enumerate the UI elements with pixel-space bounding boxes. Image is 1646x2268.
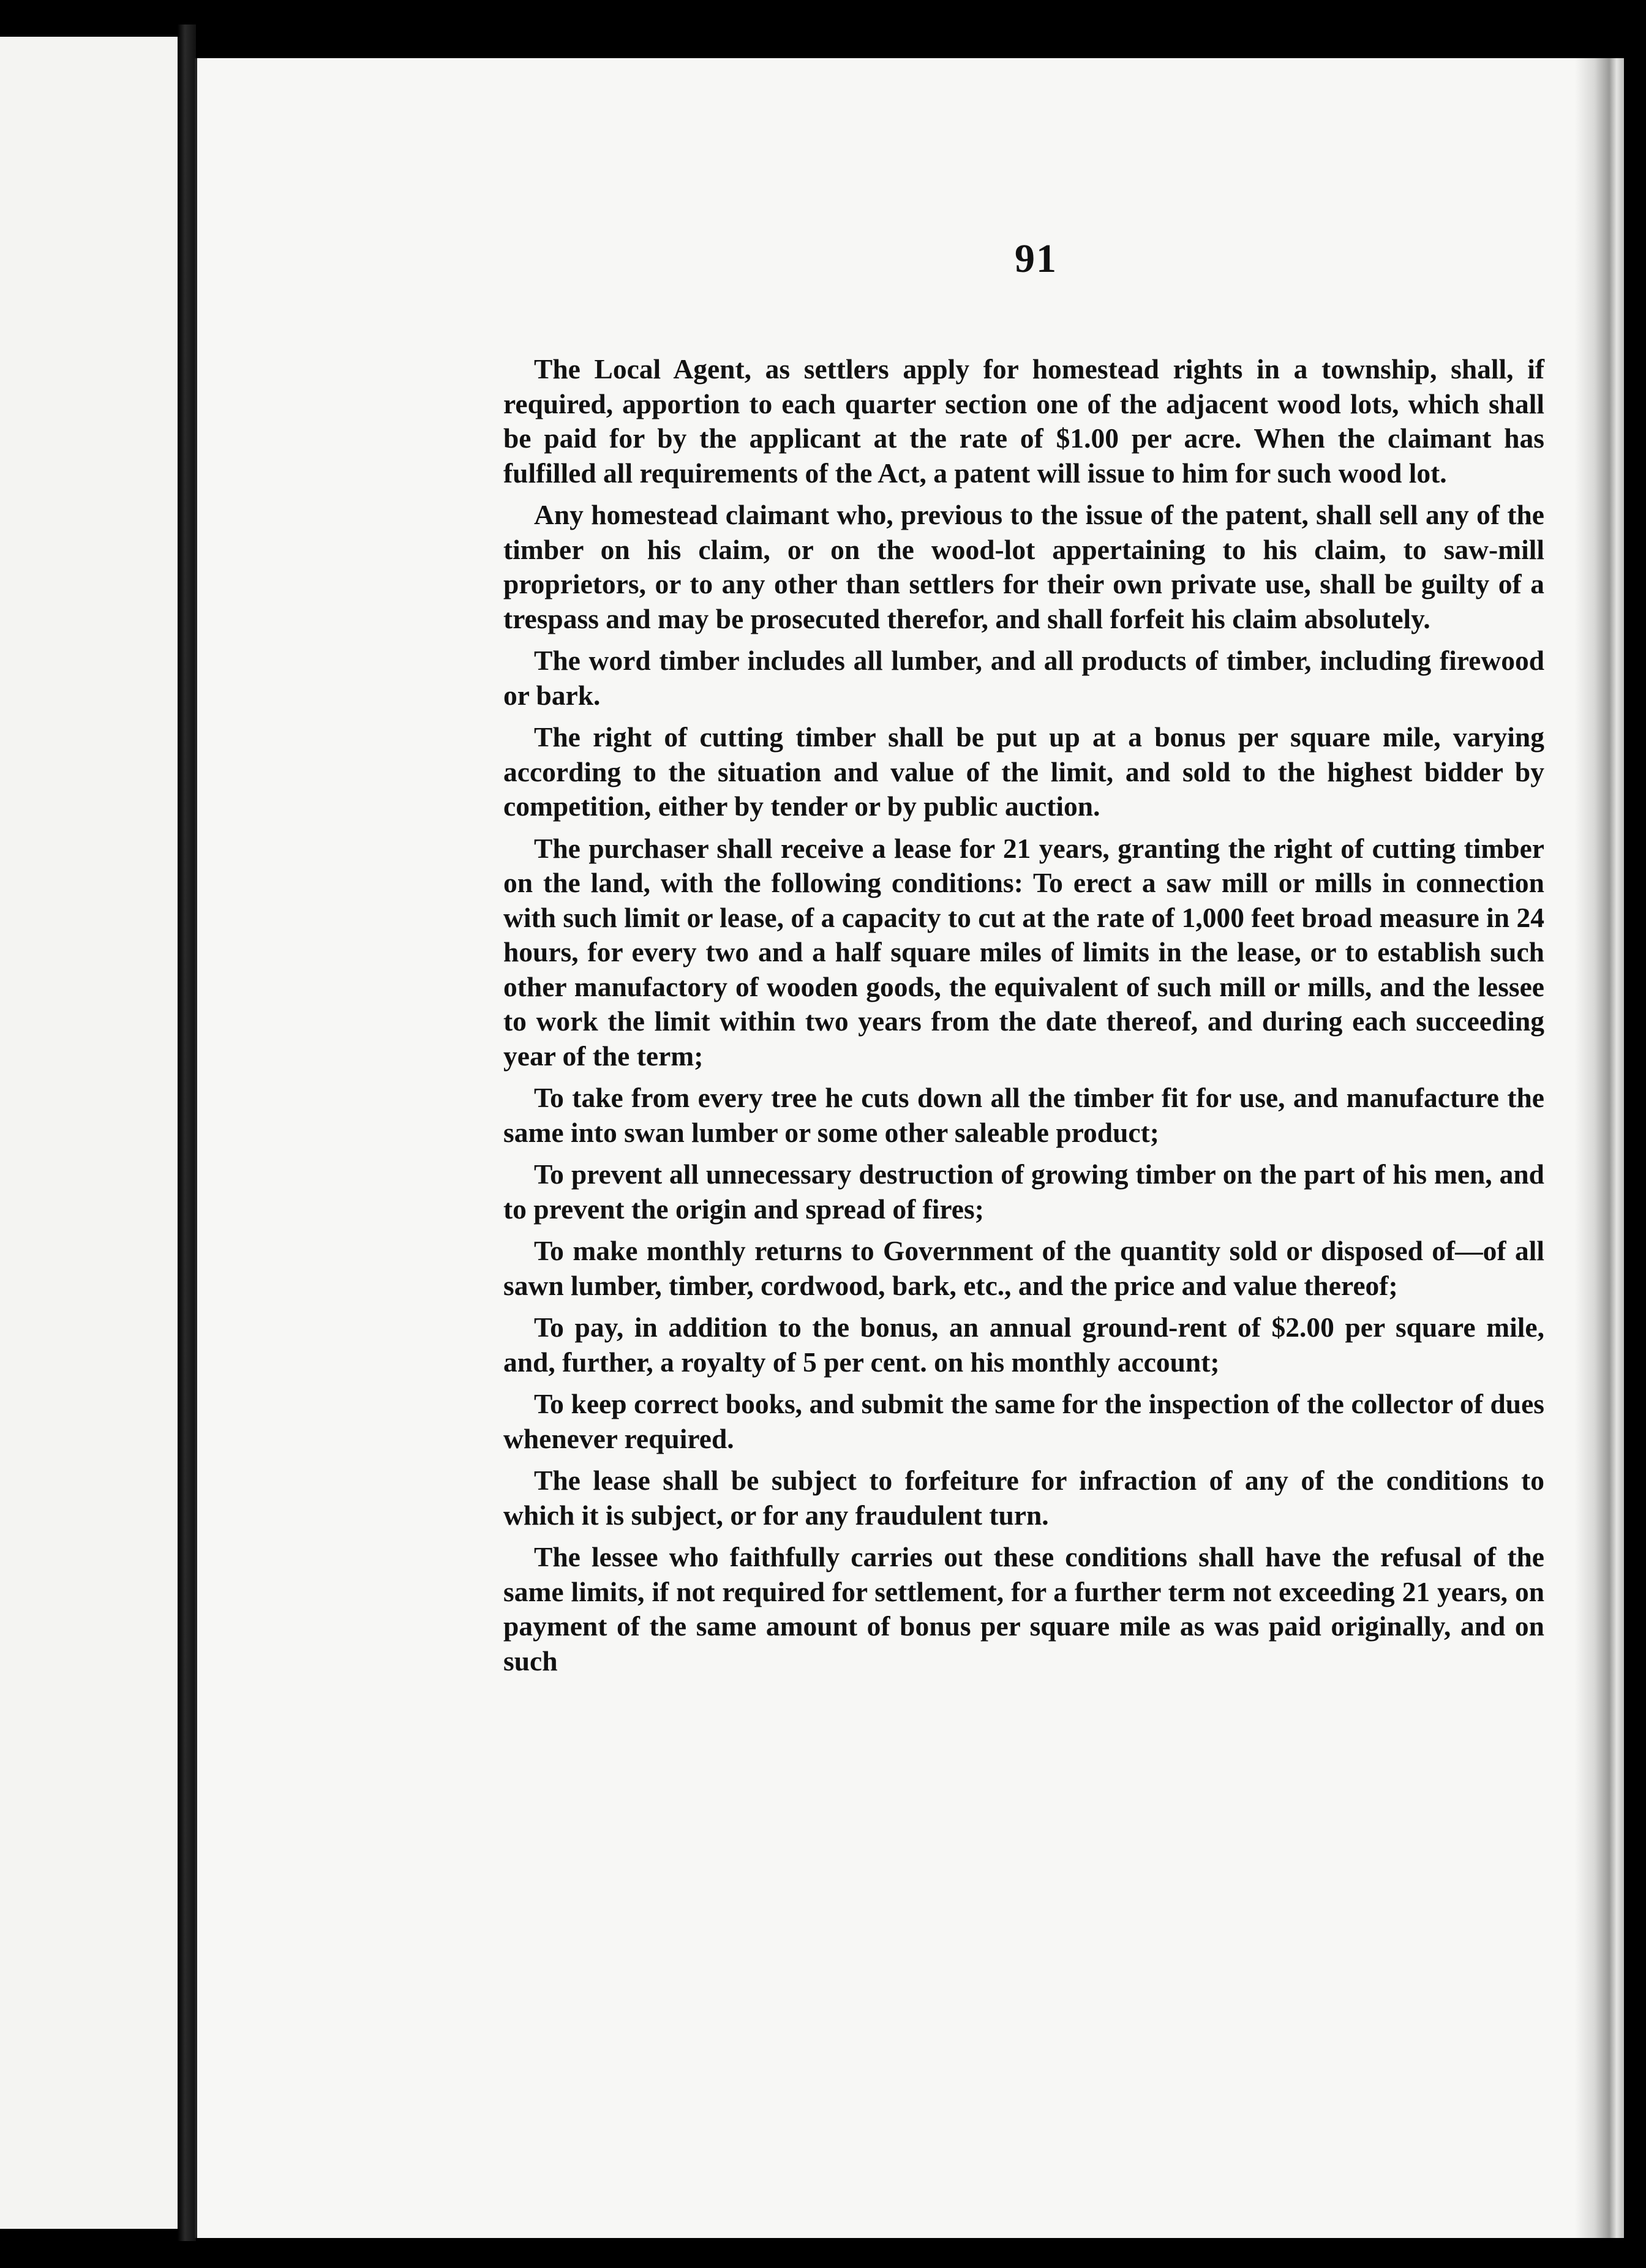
page-number: 91: [1015, 236, 1058, 281]
paragraph-condition-monthly-returns: To make monthly returns to Government of the quantity sold or disposed of—of all sawn lumber, timber, cordwood, bark, etc., and the price and value thereof;: [503, 1235, 1544, 1301]
page-body-text: [503, 352, 1544, 1686]
paragraph-condition-ground-rent: To pay, in addition to the bonus, an annual ground-rent of $2.00 per square mile, and, further, a royalty of 5 per cent. on his monthly account;: [503, 1312, 1544, 1378]
paragraph-lease-conditions: The purchaser shall receive a lease for 21 years, granting the right of cutting timber on the land, with the following conditions: To erect a saw mill or mills in connection with such limit or lease, of a capacity to cut at the rate of 1,000 feet broad measure in 24 hours, for every two and a half square miles of limits in the lease, or to establish such other manufactory of wooden goods, the equivalent of such mill or mills, and the lessee to work the limit within two years from the date thereof, and during each succeeding year of the term;: [503, 832, 1544, 1072]
paragraph-timber-definition: The word timber includes all lumber, and all products of timber, including firewood or bark.: [503, 645, 1544, 711]
book-gutter: [178, 24, 196, 2241]
paragraph-wood-lots: The Local Agent, as settlers apply for homestead rights in a township, shall, if required, apportion to each quarter section one of the adjacent wood lots, which shall be paid for by the applicant at the rate of $1.00 per acre. When the claimant has fulfilled all requirements of the Act, a patent will issue to him for such wood lot.: [503, 353, 1544, 489]
paragraph-cutting-rights: The right of cutting timber shall be put up at a bonus per square mile, varying according to the situation and value of the limit, and sold to the highest bidder by competition, either by tender or by public auction.: [503, 721, 1544, 822]
previous-page-edge: [0, 37, 178, 2229]
page-edge-shadow: [1575, 58, 1624, 2238]
paragraph-forfeiture: The lease shall be subject to forfeiture for infraction of any of the conditions to which it is subject, or for any fraudulent turn.: [503, 1465, 1544, 1531]
paragraph-renewal: The lessee who faithfully carries out these conditions shall have the refusal of the same limits, if not required for settlement, for a further term not exceeding 21 years, on payment of the same amount of bonus per square mile as was paid originally, and on such: [503, 1541, 1544, 1677]
paragraph-condition-prevent-destruction: To prevent all unnecessary destruction of growing timber on the part of his men, and to prevent the origin and spread of fires;: [503, 1158, 1544, 1225]
paragraph-condition-take-timber: To take from every tree he cuts down all the timber fit for use, and manufacture the same into swan lumber or some other saleable product;: [503, 1082, 1544, 1148]
paragraph-timber-trespass: Any homestead claimant who, previous to the issue of the patent, shall sell any of the timber on his claim, or on the wood-lot appertaining to his claim, to saw-mill proprietors, or to any other than settlers for their own private use, shall be guilty of a trespass and may be prosecuted therefor, and shall forfeit his claim absolutely.: [503, 499, 1544, 634]
book-page: [195, 58, 1624, 2238]
paragraph-condition-books: To keep correct books, and submit the same for the inspection of the collector of dues whenever required.: [503, 1388, 1544, 1454]
